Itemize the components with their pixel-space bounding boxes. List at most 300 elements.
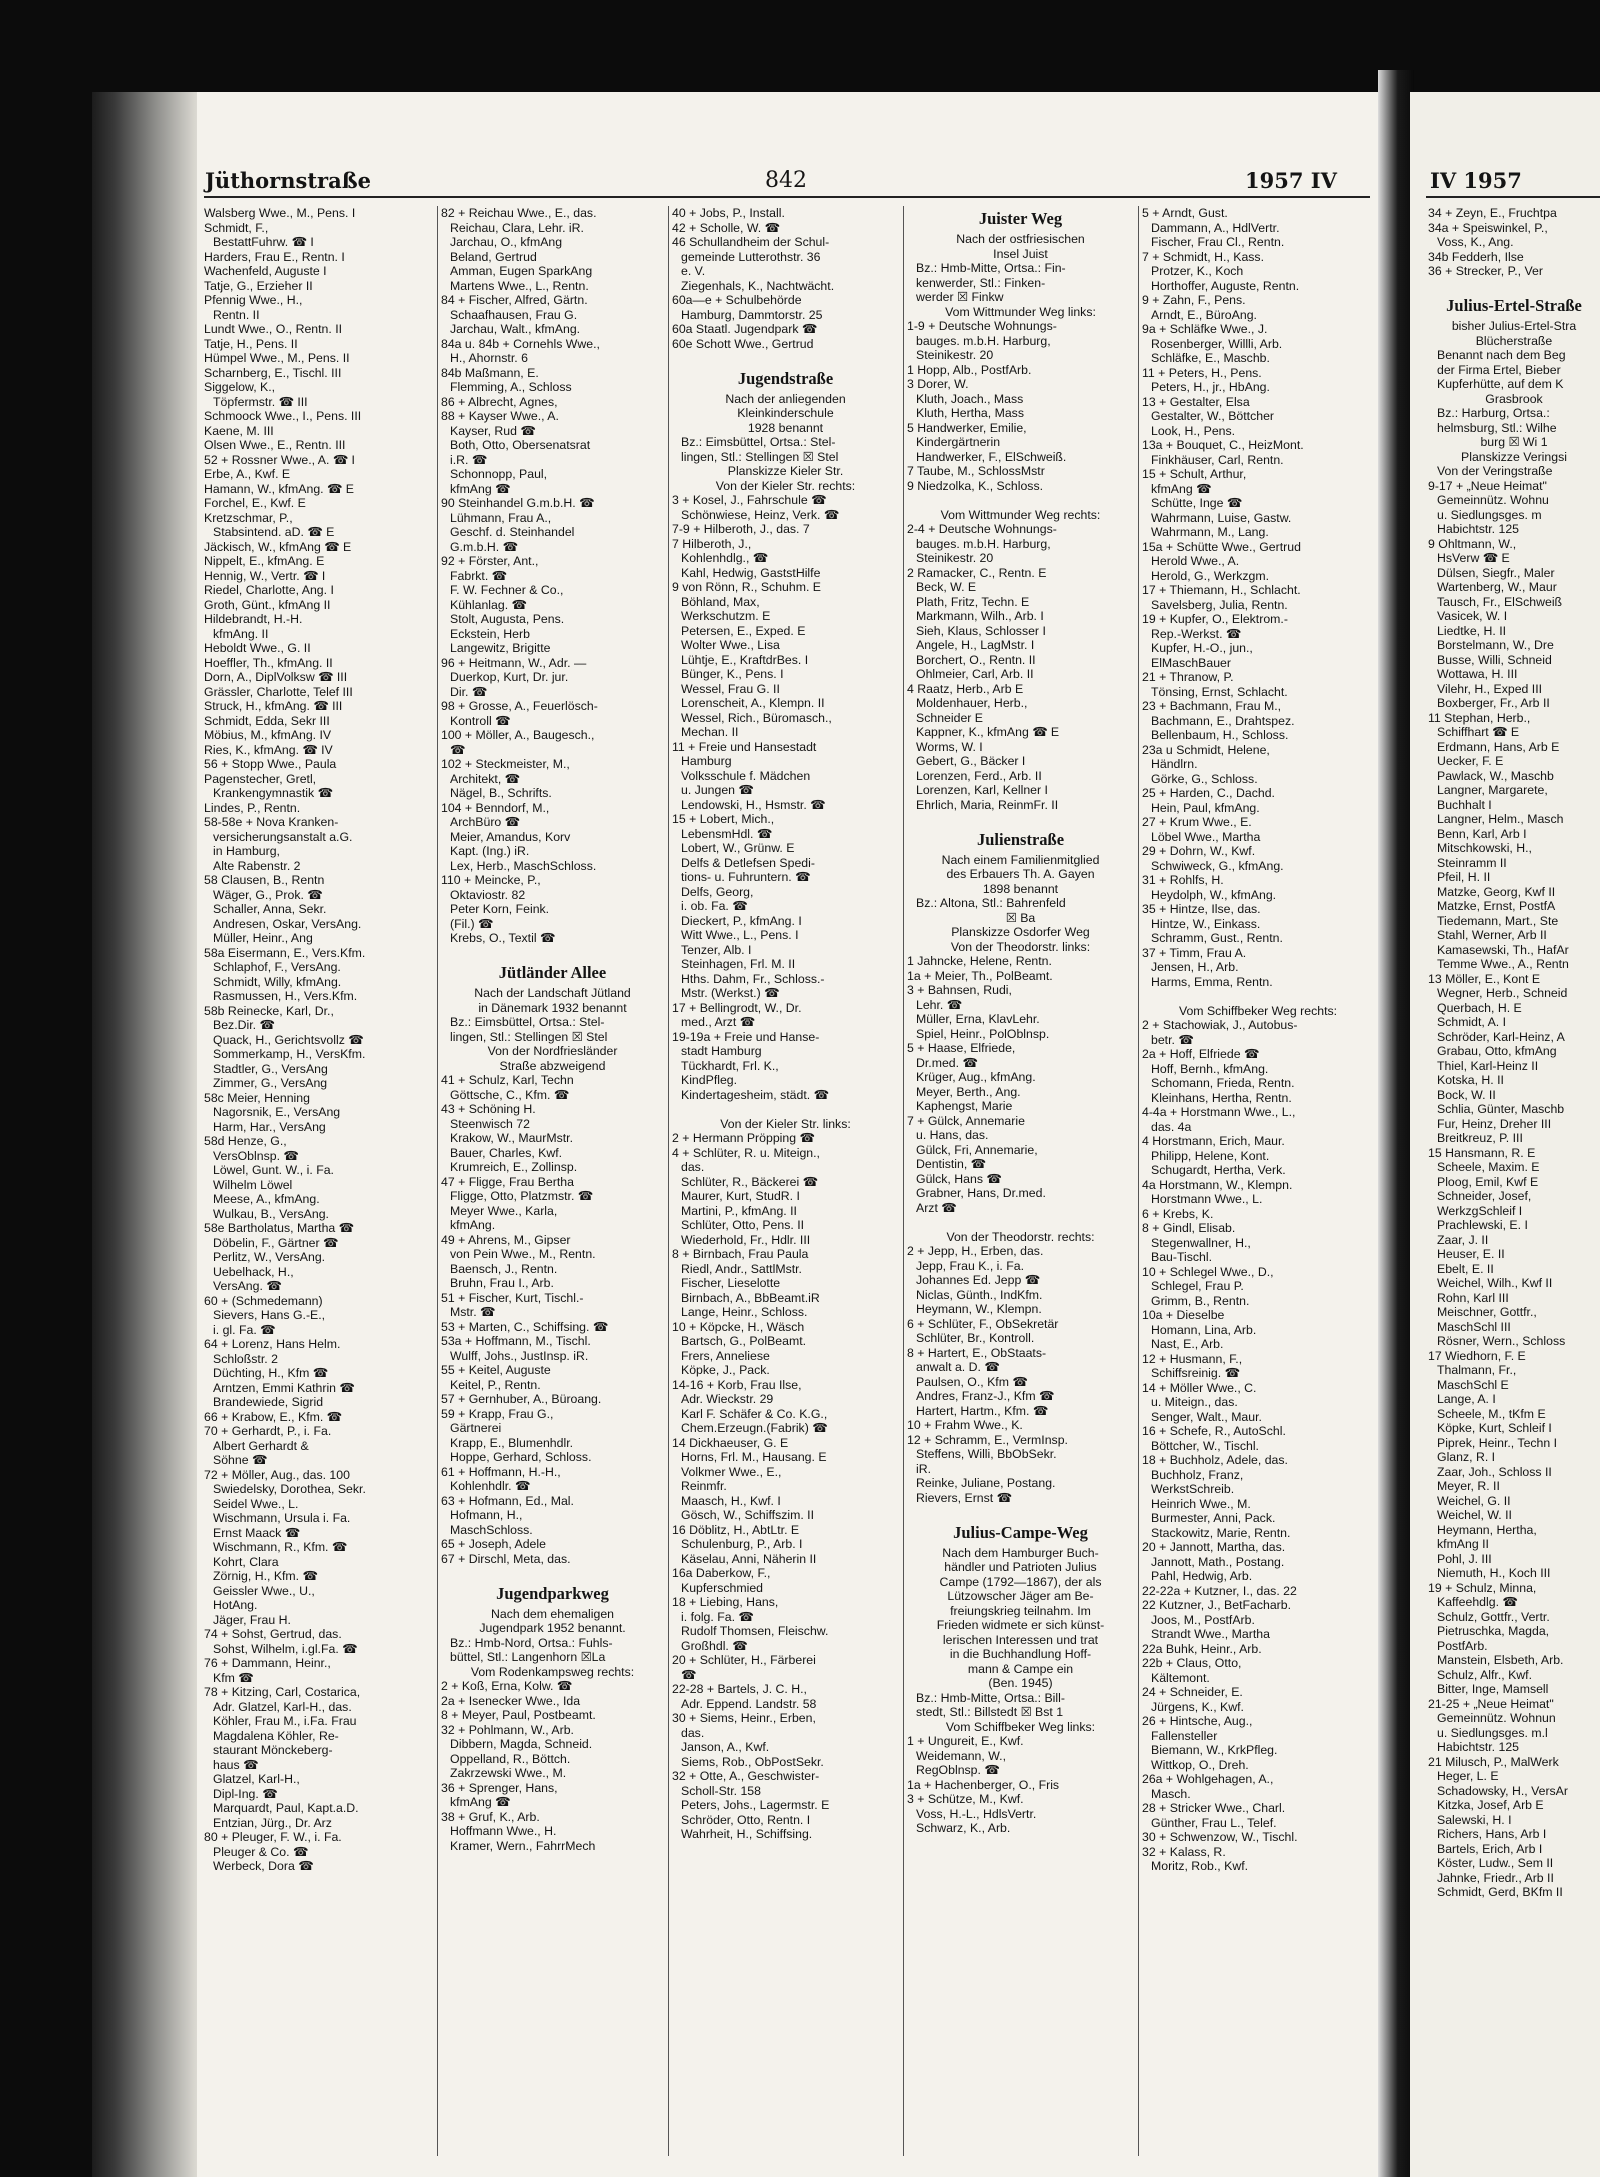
entry-line: 28 + Stricker Wwe., Charl. (1142, 1801, 1286, 1815)
entry-line: 4 Horstmann, Erich, Maur. (1142, 1134, 1285, 1148)
entry-line: 25 + Harden, C., Dachd. (1142, 786, 1275, 800)
street-note: händler und Patrioten Julius (944, 1560, 1097, 1574)
entry-line: Erbe, A., Kwf. E (204, 467, 291, 481)
entry-line: 63 + Hofmann, Ed., Mal. (441, 1493, 574, 1508)
entry-line: 42 + Scholle, W. ☎ (672, 220, 780, 235)
entry-line: kenwerder, Stl.: Finken- (916, 275, 1046, 290)
entry-line: Grässler, Charlotte, Telef III (204, 684, 353, 699)
entry-line: Mechan. II (681, 725, 739, 739)
entry-line: Rohn, Karl III (1437, 1290, 1509, 1305)
entry-line: Vilehr, H., Exped III (1437, 681, 1543, 696)
entry-line: Ehrlich, Maria, ReinmFr. II (916, 797, 1059, 812)
entry-line: 1a + Meier, Th., PolBeamt. (907, 968, 1053, 983)
entry-line: 60e Schott Wwe., Gertrud (672, 336, 814, 351)
entry-line: Maurer, Kurt, StudR. I (681, 1189, 800, 1203)
entry-line: 9 Ohltmann, W., (1428, 536, 1517, 551)
entry-line: 1a + Hachenberger, O., Fris (907, 1777, 1060, 1792)
entry-line: Horns, Frl. M., Hausang. E (681, 1450, 827, 1464)
street-note: Campe (1792—1867), der als (939, 1574, 1102, 1589)
street-note: Vom Rodenkampsweg rechts: (470, 1664, 635, 1679)
entry-line: Göttsche, C., Kfm. ☎ (450, 1087, 570, 1102)
entry-line: Mitschkowski, H., (1437, 841, 1532, 855)
entry-line: Stolt, Augusta, Pens. (450, 612, 565, 626)
entry-line: 8 + Gindl, Elisab. (1142, 1221, 1236, 1235)
entry-line: Lühtje, E., KraftdrBes. I (681, 652, 809, 667)
entry-line: Heuser, E. II (1437, 1247, 1505, 1261)
page-gutter (1378, 70, 1414, 2177)
street-note: (Ben. 1945) (988, 1676, 1053, 1690)
entry-line: 102 + Steckmeister, M., (441, 757, 570, 771)
entry-line: Von der Veringstraße (1437, 464, 1553, 478)
entry-line: Pietruschka, Magda, (1437, 1624, 1550, 1638)
entry-line: Krankengymnastik ☎ (213, 786, 333, 800)
entry-line: Hamann, W., kfmAng. ☎ E (204, 481, 354, 496)
entry-line: 6 + Krebs, K. (1142, 1206, 1214, 1221)
entry-line: Tiedemann, Mart., Ste (1437, 913, 1559, 928)
entry-line: kfmAng ☎ (1151, 481, 1212, 496)
entry-line: 15 + Schult, Arthur, (1142, 467, 1247, 481)
entry-line: 26 + Hintsche, Aug., (1142, 1714, 1253, 1728)
entry-line: Scholl-Str. 158 (681, 1783, 761, 1798)
entry-line: Böttcher, W., Tischl. (1151, 1438, 1259, 1453)
street-note: Von der Theodorstr. links: (950, 939, 1091, 954)
entry-line: Bock, W. II (1437, 1087, 1496, 1102)
entry-line: Kitzka, Josef, Arb E (1437, 1798, 1544, 1812)
entry-line: 3 Dorer, W. (907, 377, 969, 391)
entry-line: 2-4 + Deutsche Wohnungs- (907, 522, 1057, 536)
entry-line: Swiedelsky, Dorothea, Sekr. (213, 1482, 366, 1496)
entry-line: ☎ (450, 742, 466, 757)
entry-line: Dorn, A., DiplVolksw ☎ III (204, 670, 348, 684)
entry-line: Hofmann, H., (450, 1508, 523, 1522)
entry-line: Duerkop, Kurt, Dr. jur. (450, 670, 569, 684)
entry-line: (Fil.) ☎ (450, 916, 494, 931)
entry-line: Herold, G., Werkzgm. (1151, 568, 1269, 583)
entry-line: Wulff, Johs., JustInsp. iR. (450, 1348, 589, 1363)
entry-line: Kahl, Hedwig, GaststHilfe (681, 565, 821, 580)
entry-line: Chem.Erzeugn.(Fabrik) ☎ (681, 1421, 828, 1435)
entry-line: Schlaphof, F., VersAng. (213, 960, 341, 974)
entry-line: Ploog, Emil, Kwf E (1437, 1174, 1539, 1189)
entry-line: Bz.: Eimsbüttel, Ortsa.: Stel- (450, 1015, 605, 1029)
entry-line: 2 + Hermann Pröpping ☎ (672, 1131, 815, 1145)
entry-line: Schmidt, F., (204, 220, 269, 235)
entry-line: Peters, Johs., Lagermstr. E (681, 1798, 830, 1812)
entry-line: Hennig, W., Vertr. ☎ I (204, 568, 326, 583)
entry-line: Niclas, Günth., IndKfm. (916, 1287, 1043, 1302)
entry-line: Habichtstr. 125 (1437, 522, 1520, 536)
entry-line: Wischmann, Ursula i. Fa. (213, 1511, 351, 1525)
entry-line: 55 + Keitel, Auguste (441, 1363, 551, 1377)
entry-line: Gärtnerei (450, 1421, 502, 1435)
entry-line: Glanz, R. I (1437, 1450, 1496, 1464)
entry-line: 88 + Kayser Wwe., A. (441, 409, 559, 423)
entry-line: Strandt Wwe., Martha (1151, 1627, 1270, 1641)
street-heading: Julius-Campe-Weg (953, 1522, 1088, 1542)
entry-line: Petersen, E., Exped. E (681, 623, 806, 638)
entry-line: 22-28 + Bartels, J. C. H., (672, 1682, 807, 1696)
entry-line: 7 + Gülck, Annemarie (907, 1113, 1025, 1128)
entry-line: Stadtler, G., VersAng (213, 1061, 328, 1076)
entry-line: Jannott, Math., Postang. (1151, 1554, 1285, 1569)
entry-line: Kapt. (Ing.) iR. (450, 844, 530, 858)
entry-line: Oktaviostr. 82 (450, 887, 526, 902)
entry-line: Paulsen, O., Kfm ☎ (916, 1374, 1028, 1389)
entry-line: 98 + Grosse, A., Feuerlösch- (441, 699, 598, 713)
entry-line: betr. ☎ (1151, 1032, 1194, 1047)
entry-line: Stahl, Werner, Arb II (1437, 928, 1547, 942)
entry-line: Söhne ☎ (213, 1453, 268, 1467)
entry-line: Wahrheit, H., Schiffsing. (681, 1827, 813, 1841)
entry-line: Köhler, Frau M., i.Fa. Frau (213, 1714, 357, 1728)
entry-line: Oppelland, R., Böttch. (450, 1751, 571, 1766)
entry-line: 8 + Birnbach, Frau Paula (672, 1247, 809, 1261)
entry-line: Jensen, H., Arb. (1151, 960, 1239, 974)
entry-line: Dr.med. ☎ (916, 1055, 978, 1070)
street-note: ☒ Ba (1005, 910, 1036, 925)
entry-line: WerkstSchreib. (1151, 1482, 1235, 1496)
entry-line: Schiffhart ☎ E (1437, 725, 1520, 739)
street-note: mann & Campe ein (967, 1661, 1074, 1676)
entry-line: 3 + Bahnsen, Rudi, (907, 983, 1012, 997)
entry-line: von Pein Wwe., M., Rentn. (450, 1247, 596, 1261)
entry-line: bauges. m.b.H. Harburg, (916, 536, 1051, 551)
entry-line: Tückhardt, Frl. K., (681, 1058, 779, 1073)
entry-line: 26a + Wohlgehagen, A., (1142, 1772, 1274, 1786)
entry-line: Pahl, Hedwig, Arb. (1151, 1569, 1253, 1583)
entry-line: 9 Niedzolka, K., Schloss. (907, 478, 1044, 493)
entry-line: Protzer, K., Koch (1151, 264, 1244, 278)
entry-line: Rudolf Thomsen, Fleischw. (681, 1624, 829, 1638)
entry-line: Moritz, Rob., Kwf. (1151, 1859, 1249, 1873)
entry-line: Uecker, F. E (1437, 754, 1504, 768)
entry-line: Habichtstr. 125 (1437, 1740, 1520, 1754)
entry-line: Stabsintend. aD. ☎ E (213, 525, 335, 539)
entry-line: 15 + Lobert, Mich., (672, 812, 775, 826)
entry-line: Wessel, Rich., Büromasch., (681, 710, 832, 725)
entry-line: Kupferschmied (681, 1580, 764, 1595)
entry-line: 1-9 + Deutsche Wohnungs- (907, 319, 1057, 333)
entry-line: Kluth, Joach., Mass (916, 391, 1024, 406)
entry-line: 36 + Strecker, P., Ver (1428, 264, 1543, 278)
directory-column-6 (1428, 206, 1600, 2156)
entry-line: 13 Möller, E., Kont E (1428, 971, 1541, 986)
entry-line: Löwel, Gunt. W., i. Fa. (213, 1163, 334, 1177)
street-note: Von der Nordfriesländer (487, 1044, 618, 1058)
entry-line: Walsberg Wwe., M., Pens. I (204, 206, 356, 220)
entry-line: Jarchau, Walt., kfmAng. (450, 322, 581, 336)
entry-line: 10a + Dieselbe (1142, 1308, 1225, 1322)
entry-line: Plath, Fritz, Techn. E (916, 594, 1030, 609)
entry-line: Kaene, M. III (204, 423, 274, 438)
entry-line: 80 + Pleuger, F. W., i. Fa. (204, 1830, 342, 1844)
entry-line: 36 + Sprenger, Hans, (441, 1780, 558, 1795)
entry-line: Lundt Wwe., O., Rentn. II (204, 322, 343, 336)
entry-line: Wahrmann, Luise, Gastw. (1151, 510, 1292, 525)
street-note: Nach der ostfriesischen (956, 232, 1085, 246)
entry-line: Thiel, Karl-Heinz II (1437, 1058, 1539, 1073)
entry-line: Liedtke, H. II (1437, 623, 1507, 638)
entry-line: Wittkop, O., Dreh. (1151, 1757, 1249, 1772)
entry-line: Gestalter, W., Böttcher (1151, 409, 1275, 423)
spacer-line (441, 946, 664, 961)
entry-line: Schmidt, A. I (1437, 1015, 1507, 1029)
entry-line: HsVerw ☎ E (1437, 551, 1510, 565)
entry-line: 17 + Thiemann, H., Schlacht. (1142, 583, 1301, 597)
entry-line: 92 + Förster, Ant., (441, 554, 539, 568)
street-note: Planskizze Osdorfer Weg (951, 925, 1090, 939)
entry-line: 32 + Otte, A., Geschwister- (672, 1769, 820, 1783)
entry-line: Wessel, Frau G. II (681, 681, 780, 696)
entry-line: Boxberger, Fr., Arb II (1437, 696, 1550, 710)
entry-line: Alte Rabenstr. 2 (213, 858, 301, 873)
entry-line: 11 + Freie und Hansestadt (672, 739, 817, 754)
entry-line: 38 + Gruf, K., Arb. (441, 1809, 540, 1824)
entry-line: Finkhäuser, Carl, Rentn. (1151, 452, 1284, 467)
entry-line: Buchhalt I (1437, 797, 1492, 812)
spacer-line (1428, 279, 1600, 294)
entry-line: Busse, Willi, Schneid (1437, 652, 1552, 667)
entry-line: Bartels, Erich, Arb I (1437, 1841, 1543, 1856)
entry-line: 23a u Schmidt, Helene, (1142, 742, 1270, 757)
entry-line: HotAng. (213, 1598, 258, 1612)
entry-line: 53a + Hoffmann, M., Tischl. (441, 1334, 591, 1348)
entry-line: Weichel, W. II (1437, 1508, 1512, 1522)
entry-line: RegOblnsp. ☎ (916, 1763, 1000, 1777)
entry-line: Moldenhauer, Herb., (916, 696, 1028, 710)
entry-line: 9 von Rönn, R., Schuhm. E (672, 580, 822, 594)
entry-line: 2a + Hoff, Elfriede ☎ (1142, 1047, 1260, 1061)
entry-line: Seidel Wwe., L. (213, 1496, 299, 1511)
entry-line: 37 + Timm, Frau A. (1142, 945, 1247, 960)
entry-line: u. Miteign., das. (1151, 1395, 1238, 1409)
entry-line: werder ☒ Finkw (916, 290, 1004, 304)
entry-line: Großhdl. ☎ (681, 1638, 748, 1653)
entry-line: Dieckert, P., kfmAng. I (681, 913, 802, 928)
entry-line: Sohst, Wilhelm, i.gl.Fa. ☎ (213, 1641, 358, 1656)
entry-line: Rosenberger, Willli, Arb. (1151, 336, 1283, 351)
street-note: Nach der Landschaft Jütland (474, 986, 631, 1000)
street-note: Lützowscher Jäger am Be- (947, 1589, 1094, 1603)
entry-line: Brandewiede, Sigrid (213, 1395, 324, 1409)
book-spine-shadow (92, 92, 197, 2177)
entry-line: Perlitz, W., VersAng. (213, 1250, 326, 1264)
entry-line: 53 + Marten, C., Schiffsing. ☎ (441, 1319, 609, 1334)
entry-line: WerkzgSchleif I (1437, 1203, 1523, 1218)
entry-line: Löbel Wwe., Martha (1151, 829, 1261, 844)
entry-line: 22a Buhk, Heinr., Arb. (1142, 1641, 1262, 1656)
entry-line: 57 + Gernhuber, A., Büroang. (441, 1392, 602, 1406)
entry-line: Biemann, W., KrkPfleg. (1151, 1743, 1278, 1757)
entry-line: Voss, H.-L., HdlsVertr. (916, 1806, 1037, 1821)
entry-line: Schmoock Wwe., I., Pens. III (204, 409, 362, 423)
entry-line: Heymann, Hertha, (1437, 1522, 1537, 1537)
header-rule (204, 196, 1370, 198)
directory-column-5 (1142, 206, 1374, 2156)
entry-line: Harms, Emma, Rentn. (1151, 974, 1273, 989)
entry-line: Arntzen, Emmi Kathrin ☎ (213, 1380, 355, 1395)
street-note: 1928 benannt (747, 420, 824, 435)
entry-line: 7 + Schmidt, H., Kass. (1142, 249, 1264, 264)
entry-line: Kaffeehdlg. ☎ (1437, 1595, 1518, 1609)
entry-line: 7 Taube, M., SchlossMstr (907, 464, 1045, 478)
entry-line: Günther, Frau L., Telef. (1151, 1815, 1277, 1830)
entry-line: Kältemont. (1151, 1670, 1210, 1685)
entry-line: Pohl, J. III (1437, 1551, 1492, 1566)
entry-line: 59 + Krapp, Frau G., (441, 1406, 554, 1421)
entry-line: Wolter Wwe., Lisa (681, 638, 780, 652)
running-head-street: Jüthornstraße (205, 168, 372, 193)
entry-line: Kindergärtnerin (916, 435, 1001, 449)
column-divider (437, 206, 438, 2156)
entry-line: Look, H., Pens. (1151, 423, 1236, 438)
entry-line: Andresen, Oskar, VersAng. (213, 916, 362, 931)
entry-line: Tausch, Fr., ElSchweiß (1437, 594, 1563, 609)
entry-line: 56 + Stopp Wwe., Paula (204, 757, 337, 771)
entry-line: Breitkreuz, P. III (1437, 1131, 1523, 1145)
entry-line: Rösner, Wern., Schloss (1437, 1334, 1566, 1348)
entry-line: Lorenzen, Karl, Kellner I (916, 783, 1048, 797)
entry-line: kfmAng. (450, 1218, 496, 1232)
entry-line: Weidemann, W., (916, 1748, 1006, 1763)
entry-line: Fischer, Lieselotte (681, 1276, 781, 1290)
entry-line: 46 Schullandheim der Schul- (672, 235, 830, 249)
entry-line: Meese, A., kfmAng. (213, 1192, 320, 1206)
entry-line: Steffens, Willi, BbObSekr. (916, 1447, 1057, 1461)
entry-line: 23 + Bachmann, Frau M., (1142, 699, 1282, 713)
entry-line: Benn, Karl, Arb I (1437, 826, 1527, 841)
entry-line: Arzt ☎ (916, 1200, 957, 1215)
entry-line: Gemeinnütz. Wohnun (1437, 1711, 1556, 1725)
entry-line: Jäckisch, W., kfmAng ☎ E (204, 539, 352, 554)
entry-line: Vasicek, W. I (1437, 609, 1508, 623)
entry-line: Reinke, Juliane, Postang. (916, 1476, 1056, 1490)
entry-line: Lobert, W., Grünw. E (681, 841, 795, 855)
entry-line: Siems, Rob., ObPostSekr. (681, 1754, 824, 1769)
entry-line: 17 + Bellingrodt, W., Dr. (672, 1000, 802, 1015)
entry-line: Schlüter, R., Bäckerei ☎ (681, 1174, 818, 1189)
entry-line: Buchholz, Franz, (1151, 1467, 1244, 1482)
entry-line: G.m.b.H. ☎ (450, 539, 518, 554)
entry-line: 12 + Schramm, E., VermInsp. (907, 1432, 1068, 1447)
entry-line: 35 + Hintze, Ilse, das. (1142, 902, 1261, 916)
entry-line: 21-25 + „Neue Heimat" (1428, 1696, 1554, 1711)
spacer-line (672, 351, 899, 366)
entry-line: Schröder, Karl-Heinz, A (1437, 1029, 1565, 1044)
entry-line: 2 + Jepp, H., Erben, das. (907, 1244, 1044, 1258)
header-rule-right (1426, 196, 1600, 198)
entry-line: Martens Wwe., L., Rentn. (450, 278, 589, 293)
entry-line: Wischmann, R., Kfm. ☎ (213, 1540, 348, 1554)
street-note: Straße abzweigend (499, 1058, 606, 1073)
entry-line: das. (681, 1160, 705, 1174)
entry-line: 3 + Kosel, J., Fahrschule ☎ (672, 493, 827, 507)
entry-line: Grabau, Otto, kfmAng (1437, 1044, 1557, 1058)
entry-line: Weichel, Wilh., Kwf II (1437, 1276, 1553, 1290)
entry-line: Masch. (1151, 1786, 1191, 1801)
entry-line: Grimm, B., Rentn. (1151, 1293, 1250, 1308)
entry-line: 27 + Krum Wwe., E. (1142, 815, 1252, 829)
entry-line: 3 + Schütze, M., Kwf. (907, 1792, 1024, 1806)
entry-line: Meier, Amandus, Korv (450, 829, 571, 844)
entry-line: 12 + Husmann, F., (1142, 1351, 1243, 1366)
entry-line: ☎ (681, 1667, 697, 1682)
entry-line: Hoppe, Gerhard, Schloss. (450, 1450, 592, 1464)
entry-line: Forchel, E., Kwf. E (204, 496, 306, 510)
entry-line: 52 + Rossner Wwe., A. ☎ I (204, 452, 355, 467)
street-note: Vom Wittmunder Weg rechts: (940, 507, 1101, 522)
entry-line: Gülck, Fri, Annemarie, (916, 1142, 1038, 1157)
street-note: Vom Schiffbeker Weg rechts: (1178, 1003, 1338, 1018)
entry-line: u. Jungen ☎ (681, 783, 754, 797)
entry-line: 2 Ramacker, C., Rentn. E (907, 565, 1047, 580)
entry-line: 11 + Peters, H., Pens. (1142, 365, 1262, 380)
street-note: freiungskrieg teilnahm. Im (950, 1603, 1091, 1618)
entry-line: Bz.: Hmb-Mitte, Ortsa.: Fin- (916, 261, 1066, 275)
entry-line: Fallensteller (1151, 1728, 1218, 1743)
entry-line: Heymann, W., Klempn. (916, 1302, 1042, 1316)
entry-line: Senger, Walt., Maur. (1151, 1409, 1262, 1424)
entry-line: Savelsberg, Julia, Rentn. (1151, 597, 1288, 612)
entry-line: 16a Daberkow, F., (672, 1566, 771, 1580)
entry-line: Arndt, E., BüroAng. (1151, 307, 1257, 322)
entry-line: stadt Hamburg (681, 1044, 762, 1058)
entry-line: Jarchau, O., kfmAng (450, 235, 563, 249)
entry-line: Döbelin, F., Gärtner ☎ (213, 1235, 339, 1250)
entry-line: Schläfke, E., Maschb. (1151, 351, 1270, 365)
entry-line: MaschSchl E (1437, 1377, 1509, 1392)
entry-line: Dir. ☎ (450, 684, 488, 699)
street-note: in Dänemark 1932 benannt (478, 1000, 627, 1015)
entry-line: das. (681, 1725, 705, 1740)
entry-line: Schönwiese, Heinz, Verk. ☎ (681, 507, 840, 522)
entry-line: 51 + Fischer, Kurt, Tischl.- (441, 1290, 584, 1305)
entry-line: Nast, E., Arb. (1151, 1337, 1224, 1351)
entry-line: Wahrmann, M., Lang. (1151, 525, 1269, 539)
entry-line: stedt, Stl.: Billstedt ☒ Bst 1 (916, 1705, 1064, 1719)
entry-line: Kretzschmar, P., (204, 510, 293, 525)
entry-line: i.R. ☎ (450, 452, 488, 467)
entry-line: Bartsch, G., PolBeamt. (681, 1334, 807, 1348)
entry-line: 7-9 + Hilberoth, J., das. 7 (672, 522, 810, 536)
directory-column-4 (907, 206, 1134, 2156)
entry-line: 13a + Bouquet, C., HeizMont. (1142, 438, 1304, 452)
entry-line: Joos, M., PostfArb. (1151, 1612, 1255, 1627)
entry-line: Prachlewski, E. I (1437, 1218, 1528, 1232)
entry-line: 104 + Benndorf, M., (441, 800, 550, 815)
entry-line: 100 + Möller, A., Baugesch., (441, 728, 595, 742)
entry-line: 58e Bartholatus, Martha ☎ (204, 1221, 354, 1235)
street-note: Nach dem Hamburger Buch- (942, 1545, 1099, 1560)
entry-line: Peters, H., jr., HbAng. (1151, 380, 1270, 394)
entry-line: das. 4a (1151, 1119, 1192, 1134)
entry-line: Köster, Ludw., Sem II (1437, 1856, 1554, 1870)
entry-line: Witt Wwe., L., Pens. I (681, 928, 799, 942)
entry-line: Schulenburg, P., Arb. I (681, 1537, 803, 1551)
entry-line: 66 + Krabow, E., Kfm. ☎ (204, 1409, 343, 1424)
entry-line: 60a Staatl. Jugendpark ☎ (672, 322, 818, 336)
street-note: Grasbrook (1485, 391, 1543, 406)
entry-line: 34a + Speiswinkel, P., (1428, 220, 1548, 235)
entry-line: 15a + Schütte Wwe., Gertrud (1142, 539, 1301, 554)
spacer-line (907, 812, 1134, 827)
entry-line: Kamasewski, Th., HafAr (1437, 942, 1569, 957)
entry-line: Kohlenhdlg., ☎ (681, 551, 769, 565)
entry-line: Meischner, Gottfr., (1437, 1305, 1537, 1319)
street-heading: Jütländer Allee (498, 963, 607, 982)
entry-line: 41 + Schulz, Karl, Techn (441, 1073, 574, 1087)
entry-line: Schmidt, Edda, Sekr III (204, 713, 330, 728)
